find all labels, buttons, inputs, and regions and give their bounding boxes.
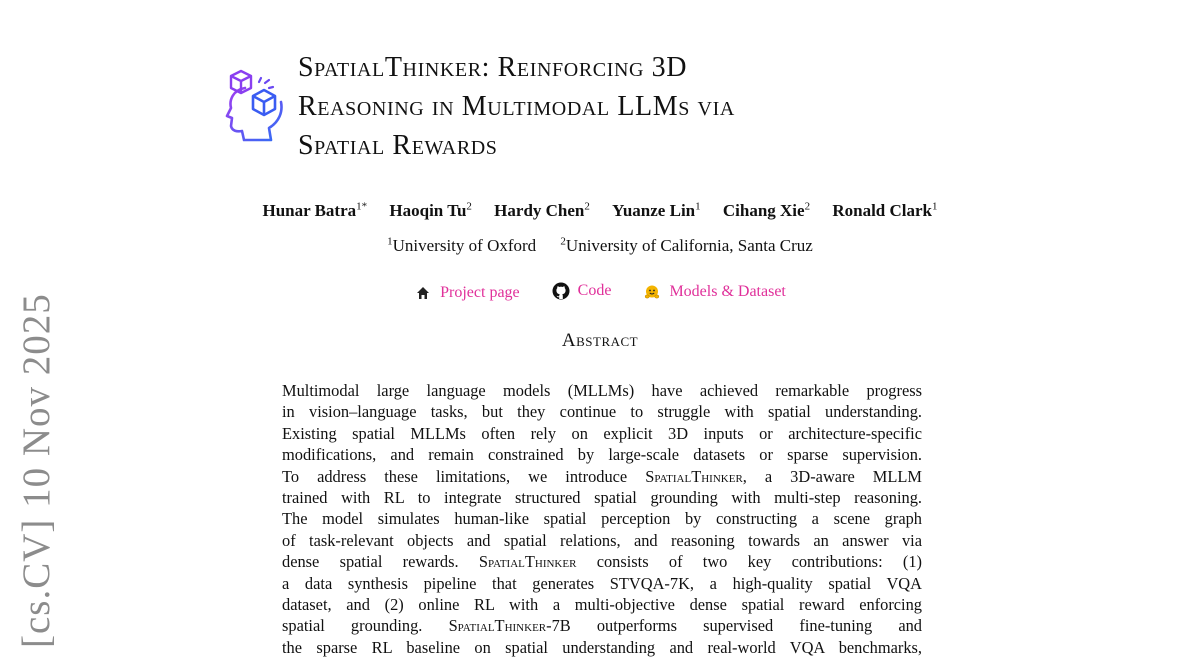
code-link[interactable] [552,282,612,300]
abstract-line: a data synthesis pipeline that generates STVQA-7K, a high-quality spatial VQA [282,573,922,593]
affiliation-list [0,235,1200,256]
brain-cube-logo-icon [223,64,287,142]
abstract-line: To address these limitations, we introduce SpatialThinker, a 3D-aware MLLM [282,466,922,486]
title-line: Spatial Rewards [298,130,498,161]
abstract-line: trained with RL to integrate structured spatial grounding with multi-step reasoning. [282,488,922,508]
link-label: Models & Dataset [669,283,786,300]
huggingface-icon [643,283,661,301]
abstract-line: the sparse RL baseline on spatial understanding and real-world VQA benchmarks, [282,637,922,657]
author: Ronald Clark$^1$ [832,200,938,220]
author: Cihang Xie$^2$ [722,200,811,220]
affiliation: $^1$University of Oxford [387,235,537,255]
github-icon [552,282,570,300]
abstract-heading: Abstract [561,330,639,351]
model-name: SpatialThinker [448,616,547,636]
author: Yuanze Lin$^1$ [612,200,701,220]
author-list [0,200,1200,221]
abstract-line: The model simulates human-like spatial perception by constructing a scene graph [282,509,922,529]
abstract-line: Existing spatial MLLMs often rely on explicit 3D inputs or architecture-specific [282,423,922,443]
paper-title [298,48,1018,165]
link-label: Project page [440,284,520,301]
title-line: Reasoning in Multimodal LLMs via [298,91,735,122]
title-line: SpatialThinker: Reinforcing 3D [298,52,688,83]
abstract-line: in vision–language tasks, but they continue to struggle with spatial understanding. [282,402,922,422]
link-label: Code [577,282,612,299]
models-dataset-link[interactable] [643,283,785,301]
abstract-line: dataset, and (2) online RL with a multi-objective dense spatial reward enforcing [282,595,922,615]
home-icon [414,284,432,302]
author: Hunar Batra$^{1*}$ [262,200,368,220]
project-page-link[interactable] [414,284,520,302]
abstract-line: spatial grounding. SpatialThinker-7B outperforms supervised fine-tuning and [282,616,922,636]
model-name: SpatialThinker [478,552,577,572]
resource-links [0,282,1200,305]
abstract-line: of task-relevant objects and spatial relations, and reasoning towards an answer via [282,530,922,550]
arxiv-stamp: [cs.CV] 10 Nov 2025 [15,293,58,648]
abstract-line: dense spatial rewards. SpatialThinker consists of two key contributions: (1) [282,552,922,572]
model-name: SpatialThinker [645,466,743,486]
abstract-line: Multimodal large language models (MLLMs) have achieved remarkable progress [282,381,922,400]
author: Hardy Chen$^2$ [494,200,590,220]
author: Haoqin Tu$^2$ [389,200,472,220]
abstract-line: modifications, and remain constrained by large-scale datasets or sparse supervision. [282,445,922,465]
affiliation: $^2$University of California, Santa Cruz [560,235,813,255]
abstract-body [282,380,922,658]
